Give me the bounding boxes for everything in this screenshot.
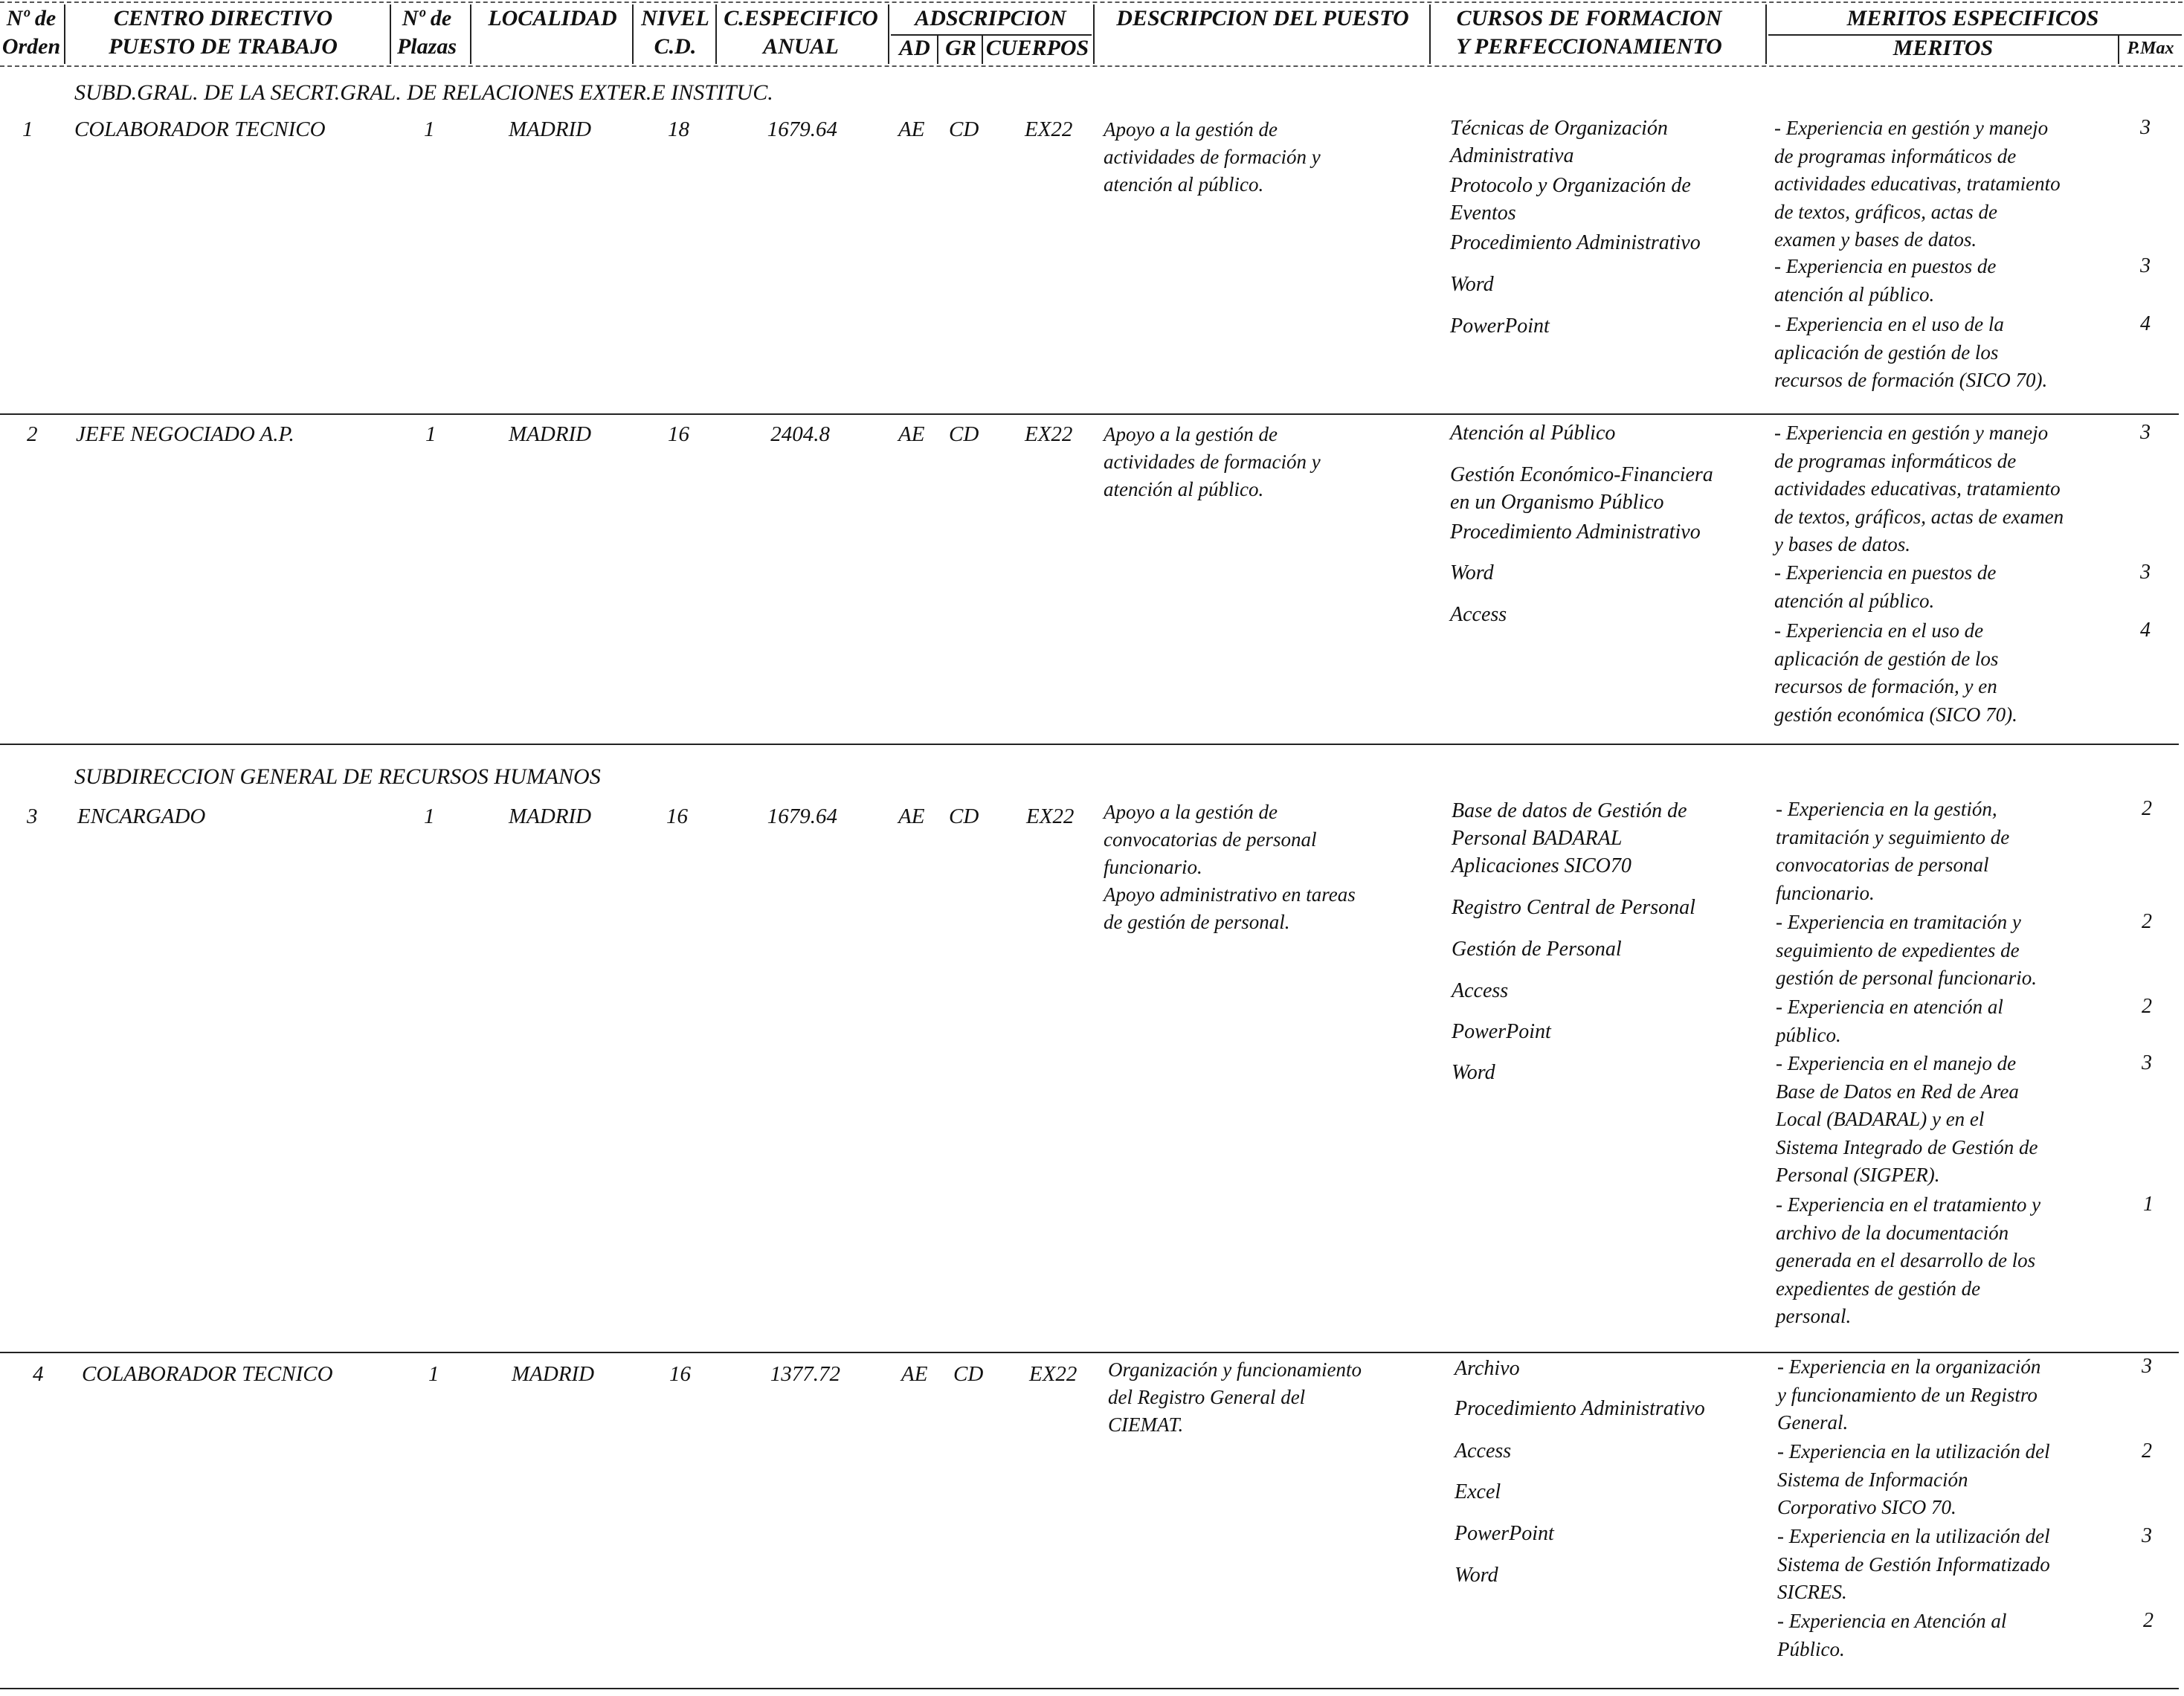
row-ad: AE <box>898 805 925 828</box>
merit-line: gestión de personal funcionario. <box>1776 967 2037 989</box>
merit-item <box>1777 1608 2006 1663</box>
header-orden-line1: Nº de <box>6 6 57 30</box>
header-sep-7 <box>937 36 938 64</box>
course-item: Atención al Público <box>1450 422 1616 445</box>
row-divider <box>0 413 2179 415</box>
merit-item <box>1777 1523 2050 1607</box>
course-item: Aplicaciones SICO70 <box>1452 854 1631 877</box>
merit-line: aplicación de gestión de los <box>1774 647 1999 670</box>
merit-line: actividades educativas, tratamiento <box>1774 172 2061 195</box>
header-plazas <box>393 4 461 61</box>
merit-line: atención al público. <box>1774 589 1935 612</box>
merit-points: 3 <box>2140 421 2151 444</box>
header-adscripcion <box>889 4 1092 33</box>
header-centro-line2: PUESTO DE TRABAJO <box>109 34 338 59</box>
row-descripcion <box>1104 421 1423 503</box>
merit-line: - Experiencia en el uso de <box>1774 619 1984 642</box>
course-item: Protocolo y Organización de <box>1450 174 1691 197</box>
section-title: SUBDIRECCION GENERAL DE RECURSOS HUMANOS <box>74 764 601 789</box>
header-cursos-line2: Y PERFECCIONAMIENTO <box>1456 34 1722 59</box>
desc-line: Organización y funcionamiento <box>1108 1358 1362 1381</box>
merit-line: Sistema de Información <box>1777 1468 1968 1491</box>
header-nivel-line2: C.D. <box>654 34 697 59</box>
header-sep-12 <box>2118 36 2119 64</box>
header-gr: GR <box>945 36 976 60</box>
merit-points: 4 <box>2140 619 2151 642</box>
merit-line: Base de Datos en Red de Area <box>1776 1080 2019 1103</box>
merit-line: - Experiencia en la utilización del <box>1777 1525 2050 1547</box>
row-localidad: MADRID <box>509 805 592 828</box>
course-item: Access <box>1452 979 1509 1002</box>
desc-line: funcionario. <box>1104 856 1202 878</box>
header-sep-4 <box>632 4 634 64</box>
row-especifico: 1377.72 <box>770 1362 840 1386</box>
merit-points: 2 <box>2143 1609 2154 1632</box>
course-item: Procedimiento Administrativo <box>1450 520 1701 544</box>
header-sep-5 <box>715 4 717 64</box>
header-centro <box>67 4 379 61</box>
course-item: Word <box>1452 1061 1495 1084</box>
row-orden: 3 <box>27 805 38 828</box>
header-descripcion-text: DESCRIPCION DEL PUESTO <box>1116 6 1409 30</box>
header-sep-2 <box>390 4 391 64</box>
merit-line: Sistema de Gestión Informatizado <box>1777 1552 2050 1576</box>
course-item: Access <box>1455 1439 1512 1463</box>
merit-item <box>1776 909 2037 993</box>
merit-line: archivo de la documentación <box>1776 1221 2009 1244</box>
header-meritos-especificos: MERITOS ESPECIFICOS <box>1846 6 2099 30</box>
header-localidad-text: LOCALIDAD <box>488 6 617 30</box>
row-descripcion <box>1108 1356 1428 1439</box>
desc-line: actividades de formación y <box>1104 451 1321 473</box>
merit-line: - Experiencia en el uso de la <box>1774 313 2004 335</box>
row-puesto: COLABORADOR TECNICO <box>82 1362 333 1386</box>
desc-line: actividades de formación y <box>1104 146 1321 168</box>
merit-item <box>1774 253 1996 309</box>
header-meritos: MERITOS <box>1893 36 1994 60</box>
course-item: Word <box>1455 1564 1498 1587</box>
merit-item <box>1776 993 2003 1049</box>
header-sep-11 <box>1765 4 1767 64</box>
header-centro-line1: CENTRO DIRECTIVO <box>113 6 333 30</box>
course-item: Word <box>1450 273 1494 296</box>
header-cuerpos: CUERPOS <box>985 36 1089 60</box>
merit-line: - Experiencia en la utilización del <box>1777 1440 2050 1463</box>
merit-item <box>1777 1438 2050 1522</box>
merit-item <box>1776 1191 2040 1331</box>
desc-line: atención al público. <box>1104 173 1264 196</box>
header-plazas-line2: Plazas <box>396 34 457 59</box>
header-nivel <box>634 4 717 61</box>
course-item: Archivo <box>1455 1357 1520 1380</box>
merit-line: - Experiencia en tramitación y <box>1776 911 2021 933</box>
merit-item <box>1774 617 2017 729</box>
desc-line: de gestión de personal. <box>1104 911 1290 933</box>
row-cuerpos: EX22 <box>1026 805 1075 828</box>
merit-line: Local (BADARAL) y en el <box>1776 1108 1985 1130</box>
merit-line: SICRES. <box>1777 1581 1847 1603</box>
merit-points: 2 <box>2142 910 2152 933</box>
merit-line: generada en el desarrollo de los <box>1776 1249 2036 1271</box>
header-sep-9 <box>1093 4 1095 64</box>
merit-line: Sistema Integrado de Gestión de <box>1776 1135 2038 1158</box>
merit-line: - Experiencia en atención al <box>1776 996 2003 1018</box>
merit-points: 2 <box>2142 995 2152 1018</box>
row-descripcion <box>1104 116 1423 199</box>
row-especifico: 1679.64 <box>767 117 837 141</box>
merit-line: Corporativo SICO 70. <box>1777 1496 1956 1518</box>
header-adscripcion-text: ADSCRIPCION <box>915 6 1066 30</box>
header-orden-line2: Orden <box>1 34 61 59</box>
row-plazas: 1 <box>424 117 435 141</box>
row-plazas: 1 <box>428 1362 439 1386</box>
merit-line: personal. <box>1776 1305 1852 1327</box>
header-especifico-line1: C.ESPECIFICO <box>724 6 878 30</box>
row-orden: 2 <box>27 422 38 446</box>
row-especifico: 1679.64 <box>767 805 837 828</box>
merit-line: gestión económica (SICO 70). <box>1774 703 2017 726</box>
merit-line: convocatorias de personal <box>1776 854 1989 876</box>
row-nivel: 16 <box>668 422 689 446</box>
course-item: Procedimiento Administrativo <box>1455 1397 1705 1420</box>
merit-line: examen y bases de datos. <box>1774 228 1977 251</box>
header-localidad <box>474 4 631 33</box>
merit-points: 3 <box>2142 1524 2152 1547</box>
course-item: Procedimiento Administrativo <box>1450 231 1701 254</box>
course-item: PowerPoint <box>1450 315 1550 338</box>
merit-line: aplicación de gestión de los <box>1774 341 1999 364</box>
header-orden <box>0 4 62 61</box>
header-nivel-line1: NIVEL <box>641 6 709 30</box>
desc-line: CIEMAT. <box>1108 1413 1184 1436</box>
row-orden: 4 <box>33 1362 44 1386</box>
merit-line: Público. <box>1777 1637 1845 1660</box>
course-item: Administrativa <box>1450 144 1574 167</box>
header-top-rule <box>0 1 2183 3</box>
merit-line: - Experiencia en la organización <box>1777 1355 2041 1378</box>
row-gr: CD <box>949 117 979 141</box>
merit-line: General. <box>1777 1411 1849 1434</box>
merit-line: - Experiencia en gestión y manejo <box>1774 117 2049 139</box>
merit-line: actividades educativas, tratamiento <box>1774 477 2061 500</box>
merit-line: recursos de formación, y en <box>1774 675 1997 697</box>
header-descripcion <box>1099 4 1426 33</box>
merit-item <box>1774 311 2047 395</box>
row-plazas: 1 <box>424 805 435 828</box>
desc-line: Apoyo a la gestión de <box>1104 801 1278 823</box>
merit-points: 3 <box>2142 1355 2152 1378</box>
merit-item <box>1776 796 2009 907</box>
merit-line: Personal (SIGPER). <box>1776 1164 1940 1186</box>
course-item: Personal BADARAL <box>1452 827 1623 850</box>
course-item: Gestión de Personal <box>1452 938 1622 961</box>
header-sep-3 <box>470 4 471 64</box>
merit-item <box>1777 1353 2040 1437</box>
merit-line: funcionario. <box>1776 881 1875 904</box>
merit-line: tramitación y seguimiento de <box>1776 825 2010 848</box>
merit-points: 3 <box>2142 1051 2152 1074</box>
course-item: PowerPoint <box>1452 1020 1551 1043</box>
row-gr: CD <box>949 805 979 828</box>
course-item: Gestión Económico-Financiera <box>1450 463 1713 486</box>
header-cursos <box>1434 4 1745 61</box>
merit-line: de textos, gráficos, actas de <box>1774 200 1997 223</box>
merit-item <box>1774 419 2064 559</box>
desc-line: atención al público. <box>1104 478 1264 500</box>
section-title: SUBD.GRAL. DE LA SECRT.GRAL. DE RELACIONES EXTER.E INSTITUC. <box>74 80 773 105</box>
merit-item <box>1776 1050 2038 1190</box>
header-meritos-rule <box>1768 34 2182 36</box>
merit-line: - Experiencia en el tratamiento y <box>1776 1193 2041 1216</box>
table-bottom-rule <box>0 1688 2179 1689</box>
row-plazas: 1 <box>425 422 437 446</box>
row-nivel: 16 <box>669 1362 691 1386</box>
merit-line: - Experiencia en gestión y manejo <box>1774 422 2049 444</box>
merit-points: 3 <box>2140 561 2151 584</box>
table-header <box>0 0 2184 71</box>
course-item: Word <box>1450 561 1494 584</box>
desc-line: del Registro General del <box>1108 1386 1306 1408</box>
header-sep-1 <box>64 4 65 64</box>
desc-line: Apoyo a la gestión de <box>1104 423 1278 445</box>
desc-line: convocatorias de personal <box>1104 828 1317 851</box>
merit-line: público. <box>1776 1023 1841 1046</box>
course-item: PowerPoint <box>1455 1522 1554 1545</box>
row-puesto: JEFE NEGOCIADO A.P. <box>76 422 294 446</box>
merit-line: recursos de formación (SICO 70). <box>1774 369 2048 391</box>
course-item: en un Organismo Público <box>1450 491 1664 514</box>
merit-line: - Experiencia en puestos de <box>1774 255 1997 277</box>
merit-line: y funcionamiento de un Registro <box>1777 1383 2038 1406</box>
header-adscripcion-rule <box>891 34 1092 36</box>
merit-line: - Experiencia en la gestión, <box>1776 798 1997 820</box>
course-item: Registro Central de Personal <box>1452 896 1695 919</box>
row-gr: CD <box>953 1362 984 1386</box>
row-especifico: 2404.8 <box>770 422 830 446</box>
row-localidad: MADRID <box>509 117 592 141</box>
header-cursos-line1: CURSOS DE FORMACION <box>1456 6 1722 30</box>
course-item: Técnicas de Organización <box>1450 117 1668 140</box>
header-bottom-rule <box>0 65 2183 67</box>
merit-points: 1 <box>2143 1193 2154 1216</box>
desc-line: Apoyo a la gestión de <box>1104 118 1278 141</box>
merit-line: - Experiencia en el manejo de <box>1776 1052 2017 1074</box>
merit-item <box>1774 559 1996 615</box>
course-item: Base de datos de Gestión de <box>1452 799 1687 822</box>
merit-line: y bases de datos. <box>1774 533 1910 555</box>
row-nivel: 18 <box>668 117 689 141</box>
row-ad: AE <box>901 1362 928 1386</box>
row-localidad: MADRID <box>512 1362 595 1386</box>
merit-points: 2 <box>2142 1439 2152 1463</box>
course-item: Excel <box>1455 1480 1501 1503</box>
header-sep-10 <box>1429 4 1431 64</box>
header-sep-6 <box>888 4 889 64</box>
header-ad: AD <box>899 36 930 60</box>
header-plazas-line1: Nº de <box>402 6 452 30</box>
row-gr: CD <box>949 422 979 446</box>
desc-line: Apoyo administrativo en tareas <box>1104 883 1356 906</box>
row-orden: 1 <box>22 117 33 141</box>
merit-points: 2 <box>2142 797 2152 820</box>
row-cuerpos: EX22 <box>1025 117 1073 141</box>
header-pmax: P.Max <box>2127 39 2174 58</box>
row-ad: AE <box>898 117 925 141</box>
row-ad: AE <box>898 422 925 446</box>
merit-line: - Experiencia en puestos de <box>1774 561 1997 584</box>
merit-line: de programas informáticos de <box>1774 449 2017 472</box>
header-especifico-line2: ANUAL <box>763 34 839 59</box>
merit-line: de programas informáticos de <box>1774 144 2017 167</box>
header-sep-8 <box>982 36 983 64</box>
merit-line: - Experiencia en Atención al <box>1777 1610 2007 1632</box>
merit-points: 4 <box>2140 312 2151 335</box>
merit-line: de textos, gráficos, actas de examen <box>1774 505 2064 528</box>
row-puesto: ENCARGADO <box>77 805 206 828</box>
row-divider <box>0 744 2179 745</box>
row-descripcion <box>1104 799 1423 936</box>
header-especifico <box>718 4 883 61</box>
course-item: Access <box>1450 603 1507 626</box>
row-nivel: 16 <box>666 805 688 828</box>
row-cuerpos: EX22 <box>1025 422 1073 446</box>
row-cuerpos: EX22 <box>1029 1362 1077 1386</box>
merit-item <box>1774 115 2061 254</box>
merit-line: atención al público. <box>1774 283 1935 306</box>
row-localidad: MADRID <box>509 422 592 446</box>
merit-points: 3 <box>2140 254 2151 277</box>
merit-line: expedientes de gestión de <box>1776 1277 1981 1300</box>
merit-points: 3 <box>2140 116 2151 139</box>
course-item: Eventos <box>1450 201 1516 225</box>
merit-line: seguimiento de expedientes de <box>1776 938 2020 961</box>
row-puesto: COLABORADOR TECNICO <box>74 117 326 141</box>
